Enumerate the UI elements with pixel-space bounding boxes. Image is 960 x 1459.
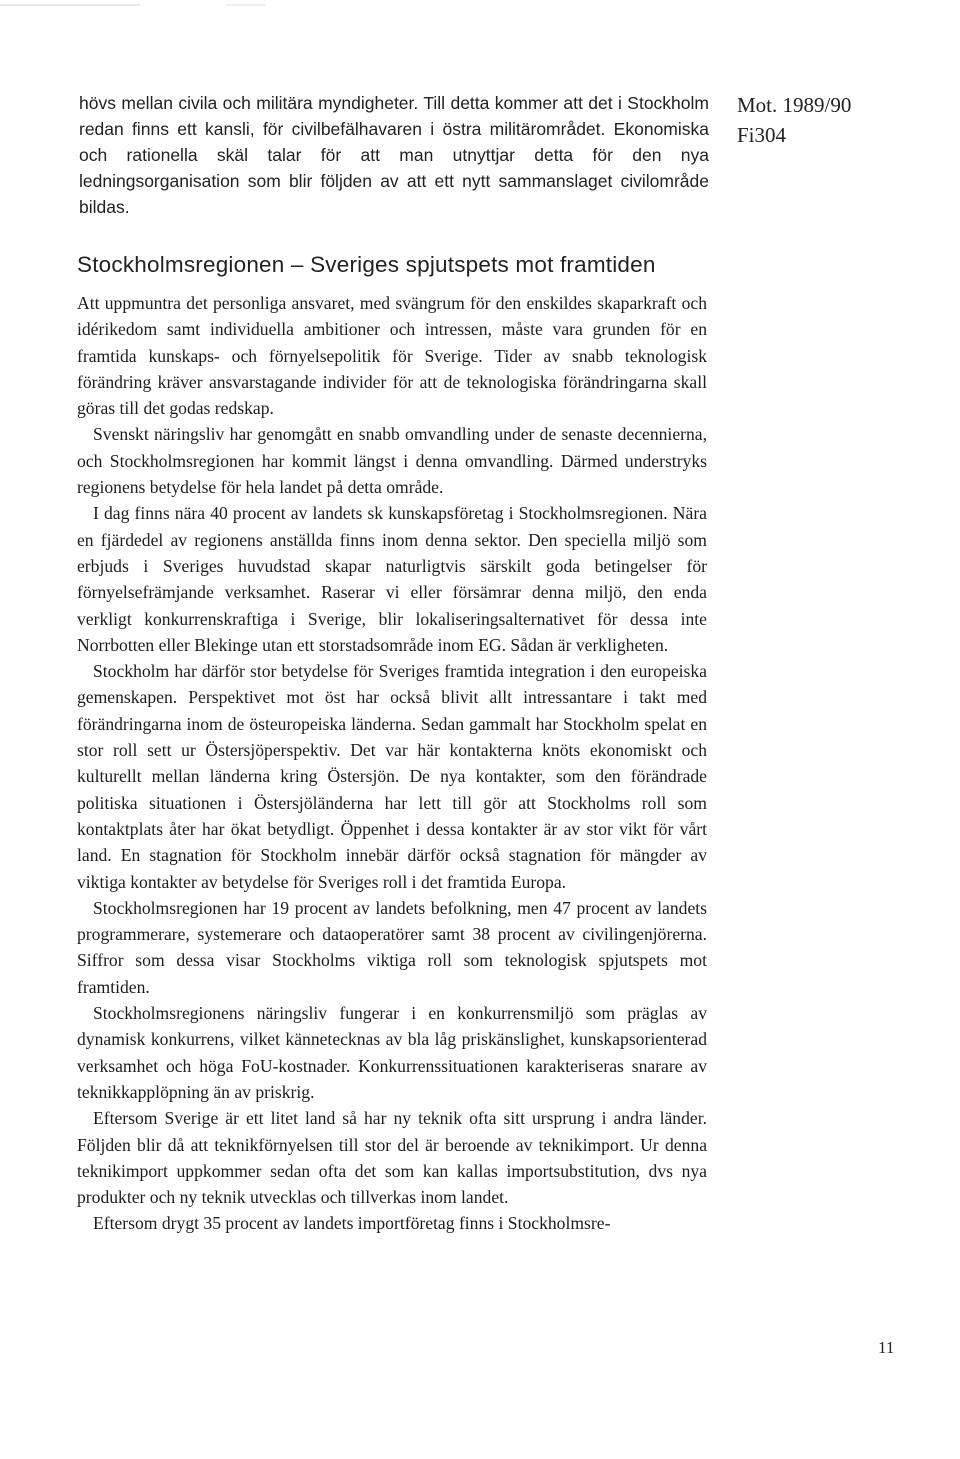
scan-artifact (0, 4, 140, 6)
intro-paragraph: hövs mellan civila och militära myndigheter. Till detta kommer att det i Stockholm redan finns ett kansli, för civilbefälhavaren i östra militärområdet. Ekonomiska och rationella skäl talar för att man utnyttjar detta för den nya ledningsorganisation som blir följden av att ett nytt sammanslaget civilområde bildas. (79, 93, 709, 217)
paragraph: I dag finns nära 40 procent av landets sk kunskapsföretag i Stockholmsregionen. Nära en fjärdedel av regionens anställda finns inom denna sektor. Den speciella miljö som erbjuds i Sveriges huvudstad skapar naturligtvis särskilt goda betingelser för förnyelsefrämjande verksamhet. Raserar vi eller försämrar denna miljö, den enda verkligt konkurrenskraftiga i Sverige, blir lokaliseringsalternativet för dessa inte Norrbotten eller Blekinge utan ett storstadsområde inom EG. Sådan är verkligheten. (77, 503, 707, 655)
page-number: 11 (878, 1338, 895, 1357)
paragraph: Eftersom Sverige är ett litet land så har ny teknik ofta sitt ursprung i andra länder. Följden blir då att teknikförnyelsen till stor del är beroende av teknikimport. Ur denna teknikimport uppkommer sedan ofta det som kan kallas importsubstitution, dvs nya produkter och ny teknik utvecklas och tillverkas inom landet. (77, 1108, 707, 1208)
scan-artifact (225, 4, 265, 6)
motion-reference: Mot. 1989/90 (737, 93, 852, 117)
paragraph: Att uppmuntra det personliga ansvaret, med svängrum för den enskildes skaparkraft och idérikedom samt individuella ambitioner och intressen, måste vara grunden för en framtida kunskaps- och förnyelsepolitik för Sverige. Tider av snabb teknologisk förändring kräver ansvarstagande individer för att de teknologiska förändringarna skall göras till det godas redskap. (77, 293, 707, 419)
body-text (77, 290, 707, 1237)
motion-code: Fi304 (737, 123, 787, 147)
section-heading: Stockholmsregionen – Sveriges spjutspets mot framtiden (77, 252, 656, 277)
intro-text (79, 90, 709, 220)
paragraph: Stockholmsregionens näringsliv fungerar i en konkurrensmiljö som präglas av dynamisk konkurrens, vilket kännetecknas av bla låg priskänslighet, kunskapsorienterad verksamhet och höga FoU-kostnader. Konkurrenssituationen karakteriseras snarare av teknikkapplöpning än av priskrig. (77, 1003, 707, 1102)
paragraph: Svenskt näringsliv har genomgått en snabb omvandling under de senaste decennierna, och Stockholmsregionen har kommit längst i denna omvandling. Därmed understryks regionens betydelse för hela landet på detta område. (77, 424, 707, 498)
paragraph: Eftersom drygt 35 procent av landets importföretag finns i Stockholmsre- (93, 1213, 611, 1234)
paragraph: Stockholm har därför stor betydelse för Sveriges framtida integration i den europeiska gemenskapen. Perspektivet mot öst har också blivit allt intressantare i takt med förändringarna inom de östeuropeiska länderna. Sedan gammalt har Stockholm spelat en stor roll sett ur Östersjöperspektiv. Det var här kontakterna knöts ekonomiskt och kulturellt mellan länderna kring Östersjön. De nya kontakter, som den förändrade politiska situationen i Östersjöländerna har lett till gör att Stockholms roll som kontaktplats åter har ökat betydligt. Öppenhet i dessa kontakter är av stor vikt för vårt land. En stagnation för Stockholm innebär därför också stagnation för mängder av viktiga kontakter av betydelse för Sveriges roll i det framtida Europa. (77, 661, 707, 892)
paragraph: Stockholmsregionen har 19 procent av landets befolkning, men 47 procent av landets programmerare, systemerare och dataoperatörer samt 38 procent av civilingenjörerna. Siffror som dessa visar Stockholms viktiga roll som teknologisk spjutspets mot framtiden. (77, 897, 707, 997)
margin-reference (737, 90, 851, 150)
